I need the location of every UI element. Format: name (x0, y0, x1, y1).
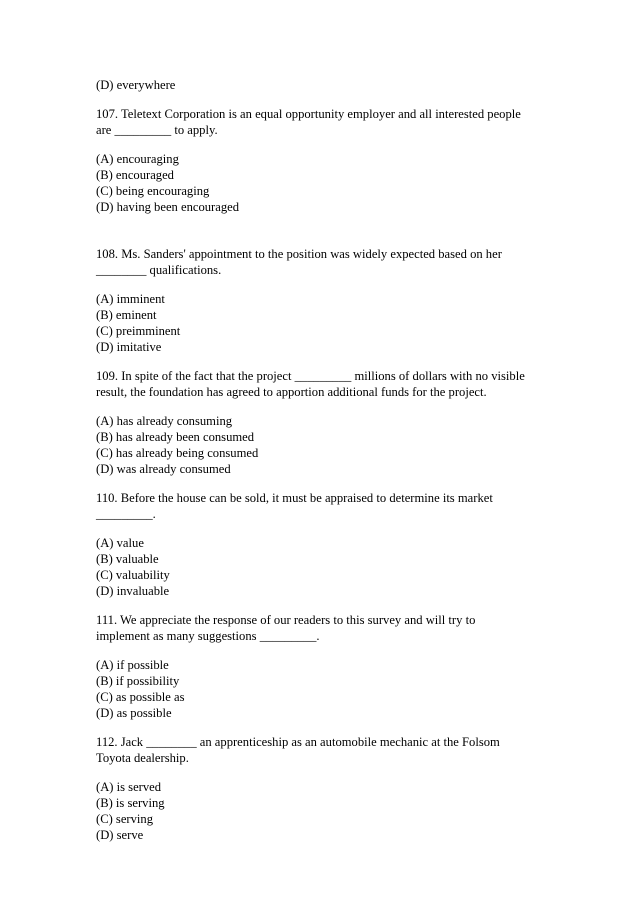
option-a: (A) is served (96, 780, 162, 794)
option-d: (D) as possible (96, 706, 172, 720)
question-text-line: 110. Before the house can be sold, it must be appraised to determine its market (96, 491, 493, 505)
options-112 (96, 779, 566, 843)
options-110 (96, 535, 566, 599)
leading-option: (D) everywhere (96, 78, 176, 92)
question-110 (96, 490, 566, 522)
option-c: (C) being encouraging (96, 184, 210, 198)
question-text-line: implement as many suggestions _________. (96, 629, 320, 643)
question-text-line: 111. We appreciate the response of our readers to this survey and will try to (96, 613, 476, 627)
option-b: (B) encouraged (96, 168, 174, 182)
question-text-line: are _________ to apply. (96, 123, 218, 137)
option-b: (B) is serving (96, 796, 165, 810)
question-text-line: 109. In spite of the fact that the project _________ millions of dollars with no visible (96, 369, 525, 383)
document-page (96, 77, 566, 843)
option-a: (A) encouraging (96, 152, 179, 166)
question-text-line: 107. Teletext Corporation is an equal opportunity employer and all interested people (96, 107, 521, 121)
question-107 (96, 106, 566, 138)
option-a: (A) has already consuming (96, 414, 233, 428)
option-c: (C) valuability (96, 568, 170, 582)
question-111 (96, 612, 566, 644)
option-a: (A) value (96, 536, 144, 550)
option-d: (D) imitative (96, 340, 162, 354)
option-d: (D) invaluable (96, 584, 170, 598)
option-a: (A) imminent (96, 292, 165, 306)
question-112 (96, 734, 566, 766)
question-text-line: ________ qualifications. (96, 263, 222, 277)
option-c: (C) as possible as (96, 690, 185, 704)
option-c: (C) serving (96, 812, 154, 826)
option-b: (B) valuable (96, 552, 159, 566)
question-text-line: _________. (96, 507, 156, 521)
options-107 (96, 151, 566, 215)
option-b: (B) if possibility (96, 674, 180, 688)
option-c: (C) has already being consumed (96, 446, 259, 460)
option-d: (D) was already consumed (96, 462, 231, 476)
question-text-line: 112. Jack ________ an apprenticeship as an automobile mechanic at the Folsom (96, 735, 500, 749)
question-text-line: Toyota dealership. (96, 751, 189, 765)
options-111 (96, 657, 566, 721)
option-d: (D) having been encouraged (96, 200, 240, 214)
options-108 (96, 291, 566, 355)
option-a: (A) if possible (96, 658, 169, 672)
question-text-line: 108. Ms. Sanders' appointment to the position was widely expected based on her (96, 247, 502, 261)
option-b: (B) has already been consumed (96, 430, 255, 444)
question-text-line: result, the foundation has agreed to apportion additional funds for the project. (96, 385, 487, 399)
question-109 (96, 368, 566, 400)
option-b: (B) eminent (96, 308, 157, 322)
question-108 (96, 246, 566, 278)
option-d: (D) serve (96, 828, 144, 842)
option-c: (C) preimminent (96, 324, 181, 338)
options-109 (96, 413, 566, 477)
